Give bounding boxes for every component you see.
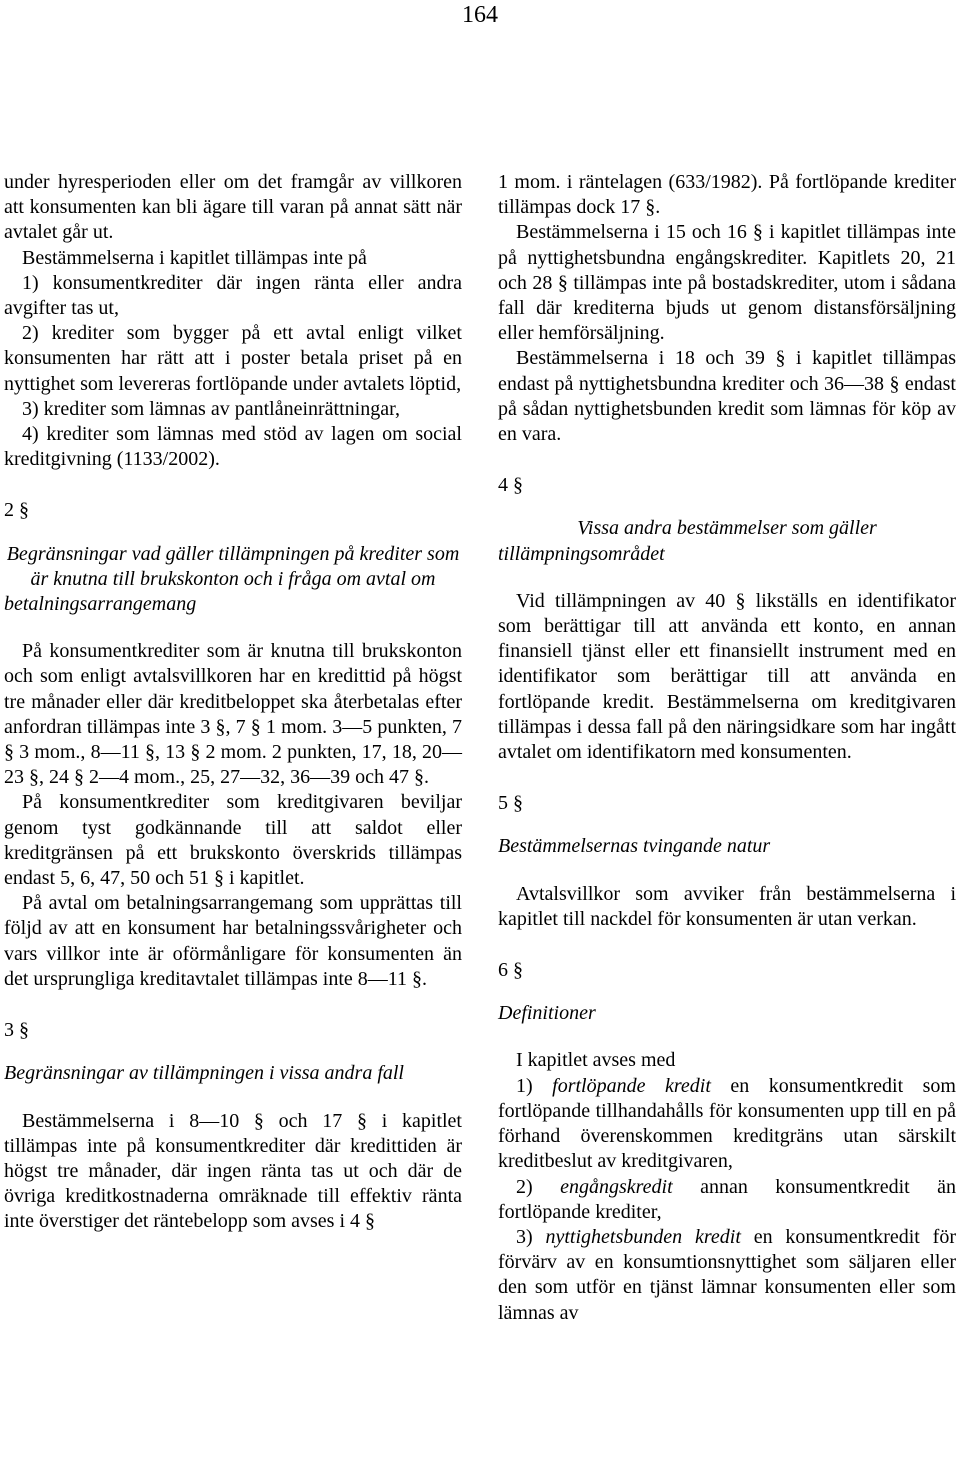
definition-item [498, 1225, 956, 1326]
definition-term: fortlöpande kredit [552, 1074, 711, 1097]
page-number: 164 [462, 2, 498, 28]
list-item: 2) krediter som bygger på ett avtal enligt vilket konsumenten har rätt att i poster betala priset på en nyttighet som levereras fortlöpande under avtalets löptid, [4, 322, 462, 395]
section-heading: Begränsningar av tillämpningen i vissa andra fall [4, 1062, 404, 1085]
list-item: 3) krediter som lämnas av pantlåneinrättningar, [22, 397, 400, 420]
definition-item [498, 1074, 956, 1175]
section-number: 4 § [498, 474, 523, 497]
paragraph: Bestämmelserna i 18 och 39 § i kapitlet tillämpas endast på nyttighetsbundna krediter och 36—38 § endast på sådan nyttighetsbunden kredit som lämnas för köp av en vara. [498, 347, 956, 446]
section-heading: Definitioner [498, 1002, 596, 1025]
definition-item [498, 1175, 956, 1225]
paragraph-continuation: 1 mom. i räntelagen (633/1982). På fortlöpande krediter tillämpas dock 17 §. [498, 171, 956, 219]
paragraph: På avtal om betalningsarrangemang som upprättas till följd av att en konsument har betalningssvårigheter och vars villkor inte är oförmånligare för konsumenten än det ursprungliga kreditavtalet tillämpas inte 8—11 §. [4, 892, 462, 990]
definition-text: en konsumentkredit för förvärv av en konsumtionsnyttighet som säljaren eller den som utför en tjänst lämnar konsumenten eller som lämnas av [498, 1225, 956, 1324]
section-heading: Bestämmelsernas tvingande natur [498, 835, 771, 858]
list-item: 4) krediter som lämnas med stöd av lagen om social kreditgivning (1133/2002). [4, 423, 462, 471]
section-number: 5 § [498, 792, 523, 815]
left-column [4, 170, 462, 1235]
definition-number: 1) [516, 1074, 553, 1097]
definition-text: en konsumentkredit som fortlöpande tillhandahålls för konsumenten upp till en på förhand överenskommen kreditgräns utan särskilt kreditbeslut av kreditgivaren, [498, 1074, 956, 1173]
definition-number: 2) [516, 1175, 561, 1198]
definition-term: engångskredit [560, 1175, 673, 1198]
list-item: 1) konsumentkrediter där ingen ränta eller andra avgifter tas ut, [4, 271, 462, 320]
paragraph: På konsumentkrediter som kreditgivaren beviljar genom tyst godkännande till att saldot eller kreditgränsen på ett brukskonto överskrids tillämpas endast 5, 6, 47, 50 och 51 § i kapitlet. [4, 791, 462, 890]
right-column [498, 170, 956, 1326]
paragraph-continuation: under hyresperioden eller om det framgår av villkoren att konsumenten kan bli ägare till varan på annat sätt när avtalet går ut. [4, 171, 462, 244]
paragraph: Avtalsvillkor som avviker från bestämmelserna i kapitlet till nackdel för konsumenten är utan verkan. [498, 882, 956, 930]
paragraph: Bestämmelserna i 8—10 § och 17 § i kapitlet tillämpas inte på konsumentkrediter där kredittiden är högst tre månader, där ingen ränta tas ut och där de övriga kreditkostnaderna omräknade till effektiv ränta inte överstiger det räntebelopp som avses i 4 § [4, 1109, 462, 1233]
paragraph: Vid tillämpningen av 40 § likställs en identifikator som berättigar till att använda ett konto, en annan finansiell tjänst eller ett finansiellt instrument med en identifikator som berättigar till att använda en fortlöpande kredit. Bestämmelserna om kreditgivaren tillämpas i dessa fall på den näringsidkare som har ingått avtalet om identifikatorn med konsumenten. [498, 589, 956, 764]
section-number: 6 § [498, 959, 523, 982]
definition-number: 3) [516, 1225, 546, 1248]
paragraph: På konsumentkrediter som är knutna till brukskonton och som enligt avtalsvillkoren har en kredittid på högst tre månader eller där kreditbeloppet ska återbetalas efter anfordran tillämpas inte 3 §, 7 § 1 mom. 3—5 punkten, 7 § 3 mom., 8—11 §, 13 § 2 mom. 2 punkten, 17, 18, 20—23 §, 24 § 2—4 mom., 25, 27—32, 36—39 och 47 §. [4, 640, 462, 789]
section-number: 3 § [4, 1019, 29, 1042]
paragraph: Bestämmelserna i 15 och 16 § i kapitlet tillämpas inte på nyttighetsbundna engångskrediter. Kapitlets 20, 21 och 28 § tillämpas inte på bostadskrediter, utom i sådana fall där krediterna bjuds ut genom distansförsäljning eller hemförsäljning. [498, 221, 956, 345]
section-heading: Vissa andra bestämmelser som gäller tillämpningsområdet [498, 517, 877, 565]
paragraph: Bestämmelserna i kapitlet tillämpas inte på [22, 246, 367, 269]
section-heading: Begränsningar vad gäller tillämpningen på krediter som är knutna till brukskonton och i fråga om avtal om betalningsarrangemang [4, 542, 460, 616]
definition-term: nyttighetsbunden kredit [545, 1225, 741, 1248]
section-number: 2 § [4, 499, 29, 522]
definition-text: annan konsumentkredit än fortlöpande krediter, [498, 1175, 956, 1223]
paragraph: I kapitlet avses med [516, 1049, 676, 1072]
